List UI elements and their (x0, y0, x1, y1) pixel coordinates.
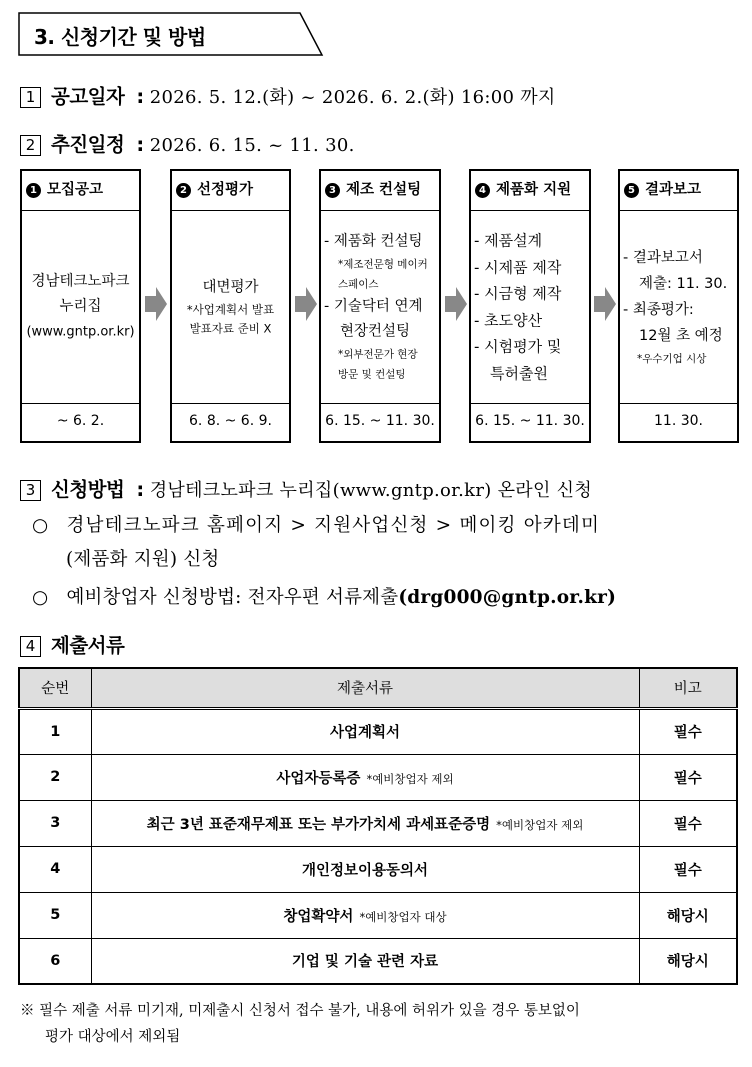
document-name: 사업자등록증 (276, 770, 361, 787)
step-body-line: - 시금형 제작 (474, 284, 562, 303)
step-period: 6. 8. ~ 6. 9. (189, 413, 272, 429)
document-name: 최근 3년 표준재무제표 또는 부가가치세 과세표준증명 (146, 816, 491, 833)
document-note: *예비창업자 제외 (496, 817, 584, 832)
item-colon: : (136, 85, 144, 108)
step-body-line: 경남테크노파크 (31, 273, 130, 290)
item-number: 3 (20, 480, 41, 501)
footnote-text: 필수 제출 서류 미기재, 미제출시 신청서 접수 불가, 내용에 허위가 있을 경우 통보없이 (39, 1003, 580, 1019)
step-period: ~ 6. 2. (56, 413, 105, 429)
process-step-1 (20, 169, 141, 443)
step-body-line: 누리집 (59, 298, 102, 315)
arrow-right-icon (145, 287, 167, 321)
bullet-marker: ○ (32, 515, 49, 536)
step-number-badge: 3 (325, 183, 340, 198)
column-header: 순번 (19, 668, 91, 708)
announcement-date-line (20, 81, 556, 109)
email-address: (drg000@gntp.or.kr) (398, 587, 617, 608)
arrow-right-icon (445, 287, 467, 321)
step-body-line: *외부전문가 현장 (338, 348, 418, 361)
table-row (19, 800, 737, 846)
step-body-main: 대면평가 (202, 279, 259, 296)
step-body-line: - 시제품 제작 (474, 258, 562, 276)
remark-cell: 필수 (639, 800, 737, 846)
submission-docs-table (18, 667, 738, 985)
arrow-right-icon (295, 287, 317, 321)
row-number: 4 (19, 846, 91, 892)
process-step-4 (469, 169, 591, 443)
process-step-header (620, 171, 737, 211)
document-name: 창업확약서 (283, 908, 354, 925)
step-body-note: *사업계획서 발표 (186, 302, 275, 317)
section-heading (18, 12, 323, 56)
step-period: 11. 30. (654, 413, 703, 429)
table-row (19, 754, 737, 800)
process-step-header (22, 171, 139, 211)
row-number: 5 (19, 892, 91, 938)
document-cell (91, 938, 639, 984)
process-step-body (22, 211, 139, 404)
row-number: 3 (19, 800, 91, 846)
process-step-body (321, 211, 439, 404)
row-number: 1 (19, 708, 91, 754)
row-number: 2 (19, 754, 91, 800)
item-number: 4 (20, 636, 41, 657)
process-step-body (172, 211, 289, 404)
row-number: 6 (19, 938, 91, 984)
process-step-3 (319, 169, 441, 443)
step-number-badge: 5 (624, 183, 639, 198)
step-body-line: 현장컨설팅 (340, 323, 411, 340)
step-number-badge: 1 (26, 183, 41, 198)
announcement-date-text: 2026. 5. 12.(화) ~ 2026. 6. 2.(화) 16:00 까지 (149, 87, 556, 108)
document-name: 사업계획서 (329, 725, 401, 741)
document-cell (91, 892, 639, 938)
document-note: *예비창업자 대상 (359, 909, 447, 924)
application-method-line (20, 474, 592, 502)
section-title: 3. 신청기간 및 방법 (34, 25, 206, 49)
document-cell (91, 846, 639, 892)
bullet-line-continued: (제품화 지원) 신청 (66, 549, 220, 570)
schedule-line (20, 129, 355, 157)
table-row (19, 846, 737, 892)
step-body-line: 제출: 11. 30. (639, 276, 728, 292)
step-body-line: 특허출원 (490, 364, 548, 382)
step-body-line: - 결과보고서 (623, 250, 703, 266)
item-number: 2 (20, 135, 41, 156)
step-number-badge: 2 (176, 183, 191, 198)
step-body-line: - 제품화 컨설팅 (324, 233, 423, 250)
process-step-header (471, 171, 589, 211)
step-body-line: - 최종평가: (623, 302, 694, 318)
item-label: 추진일정 (51, 133, 125, 156)
column-header: 제출서류 (91, 668, 639, 708)
bullet-line (32, 583, 616, 609)
step-body-line: - 초도양산 (474, 311, 543, 329)
step-body-line: 12월 초 예정 (639, 328, 723, 344)
step-title: 제조 컨설팅 (346, 182, 422, 198)
document-name: 기업 및 기술 관련 자료 (291, 954, 439, 971)
footnote-marker: ※ (20, 1003, 35, 1019)
document-cell (91, 800, 639, 846)
step-title: 선정평가 (197, 182, 254, 198)
step-period: 6. 15. ~ 11. 30. (475, 413, 585, 429)
item-label: 공고일자 (51, 85, 125, 108)
remark-cell: 필수 (639, 846, 737, 892)
remark-cell: 해당시 (639, 938, 737, 984)
table-row (19, 892, 737, 938)
column-header: 비고 (639, 668, 737, 708)
document-cell (91, 754, 639, 800)
step-body-line: 스페이스 (338, 278, 379, 291)
table-row (19, 708, 737, 754)
item-label: 신청방법 (51, 478, 125, 501)
process-step-body (620, 211, 737, 404)
step-title: 결과보고 (645, 182, 702, 198)
remark-cell: 필수 (639, 754, 737, 800)
step-body-line: (www.gntp.or.kr) (26, 324, 135, 340)
remark-cell: 필수 (639, 708, 737, 754)
submission-docs-line (20, 630, 124, 658)
step-body-line: *우수기업 시상 (637, 353, 707, 365)
step-period: 6. 15. ~ 11. 30. (325, 413, 435, 429)
document-name: 개인정보이용동의서 (301, 862, 429, 879)
table-header-row (19, 668, 737, 708)
step-number-badge: 4 (475, 183, 490, 198)
item-colon: : (136, 133, 144, 156)
table-row (19, 938, 737, 984)
bullet-line (32, 511, 600, 537)
step-title: 모집공고 (47, 182, 104, 198)
item-colon: : (136, 478, 144, 501)
step-body-line: *제조전문형 메이커 (338, 258, 428, 271)
step-body-line: - 기술닥터 연계 (324, 298, 423, 315)
bullet-text: 경남테크노파크 홈페이지 > 지원사업신청 > 메이킹 아카데미 (66, 515, 601, 536)
process-step-body (471, 211, 589, 404)
process-step-header (321, 171, 439, 211)
bullet-marker: ○ (32, 587, 49, 608)
remark-cell: 해당시 (639, 892, 737, 938)
step-body-line: - 시험평가 및 (474, 337, 562, 356)
schedule-text: 2026. 6. 15. ~ 11. 30. (149, 135, 355, 156)
footnote-text-continued: 평가 대상에서 제외됨 (45, 1029, 181, 1045)
document-cell (91, 708, 639, 754)
arrow-right-icon (594, 287, 616, 321)
item-label: 제출서류 (51, 634, 125, 657)
bullet-text: 예비창업자 신청방법: 전자우편 서류제출 (66, 587, 399, 608)
process-step-header (172, 171, 289, 211)
process-step-2 (170, 169, 291, 443)
step-body-line: 방문 및 컨설팅 (338, 368, 406, 381)
footnote (20, 998, 742, 1050)
document-note: *예비창업자 제외 (366, 771, 454, 786)
step-title: 제품화 지원 (496, 182, 572, 198)
step-body-note: 발표자료 준비 X (189, 321, 272, 336)
item-number: 1 (20, 87, 41, 108)
step-body-line: - 제품설계 (474, 231, 543, 250)
process-step-5 (618, 169, 739, 443)
application-method-text: 경남테크노파크 누리집(www.gntp.or.kr) 온라인 신청 (149, 480, 593, 501)
